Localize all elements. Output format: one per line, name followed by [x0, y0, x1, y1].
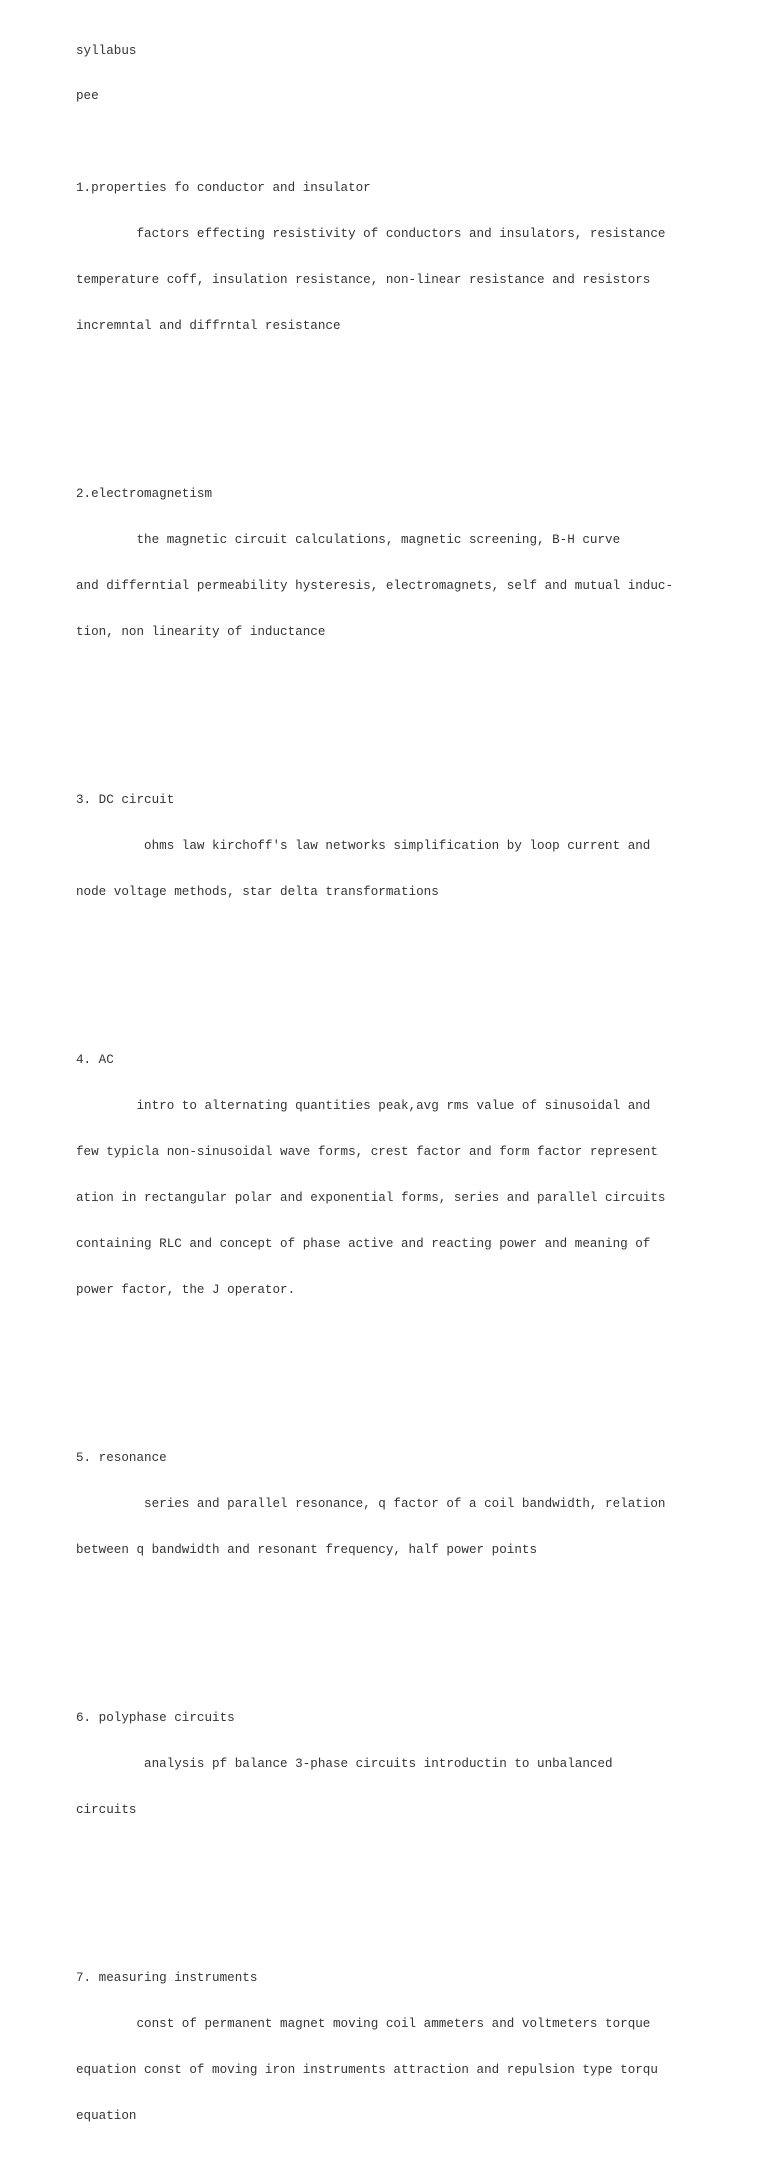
blank-line — [76, 961, 756, 976]
section-text-line: analysis pf balance 3-phase circuits introductin to unbalanced — [76, 1756, 613, 1771]
section-heading: 4. AC — [76, 1053, 114, 1068]
blank-line — [76, 1879, 756, 1894]
section-heading: 5. resonance — [76, 1450, 167, 1465]
section-2 — [76, 457, 756, 671]
section-text-line: tion, non linearity of inductance — [76, 624, 326, 639]
section-text-line: few typicla non-sinusoidal wave forms, crest factor and form factor represent — [76, 1144, 658, 1159]
section-heading: 2.electromagnetism — [76, 487, 213, 502]
blank-line — [76, 1619, 756, 1634]
section-text-line: equation const of moving iron instruments attraction and repulsion type torqu — [76, 2062, 658, 2077]
section-5 — [76, 1420, 756, 1588]
section-text-line: ohms law kirchoff's law networks simplification by loop current and — [76, 839, 651, 854]
section-text-line: factors effecting resistivity of conductors and insulators, resistance — [76, 227, 666, 242]
section-text-line: between q bandwidth and resonant frequency, half power points — [76, 1542, 538, 1557]
section-7 — [76, 1940, 756, 2154]
section-text-line: const of permanent magnet moving coil ammeters and voltmeters torque — [76, 2016, 651, 2031]
section-text-line: containing RLC and concept of phase active and reacting power and meaning of — [76, 1236, 651, 1251]
section-heading: 7. measuring instruments — [76, 1971, 258, 1985]
section-text-line: circuits — [76, 1802, 137, 1817]
section-text-line: power factor, the J operator. — [76, 1282, 296, 1297]
section-6 — [76, 1680, 756, 1848]
section-heading: 3. DC circuit — [76, 793, 175, 808]
section-text-line: series and parallel resonance, q factor of a coil bandwidth, relation — [76, 1496, 666, 1511]
section-heading: 6. polyphase circuits — [76, 1710, 235, 1725]
blank-line — [76, 701, 756, 716]
blank-line — [76, 1359, 756, 1374]
section-3 — [76, 763, 756, 931]
document-subject: pee — [76, 89, 99, 104]
section-text-line: node voltage methods, star delta transformations — [76, 884, 439, 899]
section-text-line: ation in rectangular polar and exponential forms, series and parallel circuits — [76, 1190, 666, 1205]
section-text-line: incremntal and diffrntal resistance — [76, 318, 341, 333]
syllabus-document — [76, 13, 756, 2170]
section-4 — [76, 1023, 756, 1329]
section-text-line: the magnetic circuit calculations, magnetic screening, B-H curve — [76, 533, 621, 548]
section-text-line: equation — [76, 2108, 137, 2123]
document-title: syllabus — [76, 43, 137, 58]
section-text-line: and differntial permeability hysteresis, electromagnets, self and mutual induc- — [76, 578, 674, 593]
blank-line — [76, 395, 756, 410]
section-1 — [76, 151, 756, 365]
section-heading: 1.properties fo conductor and insulator — [76, 181, 371, 196]
section-text-line: temperature coff, insulation resistance, non-linear resistance and resistors — [76, 273, 651, 288]
section-text-line: intro to alternating quantities peak,avg rms value of sinusoidal and — [76, 1099, 651, 1114]
